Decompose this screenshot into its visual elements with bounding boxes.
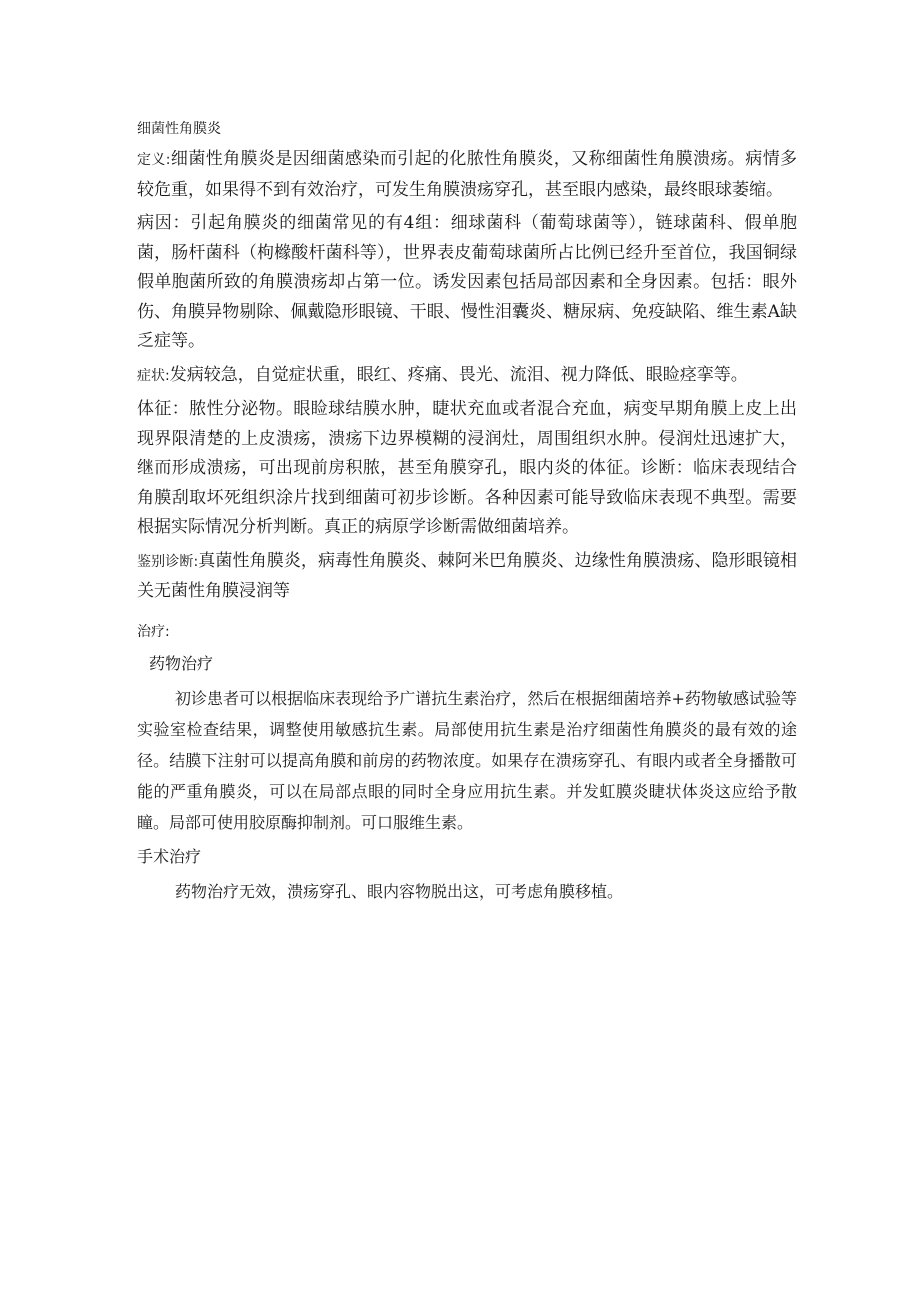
drug-therapy-text: 初诊患者可以根据临床表现给予广谱抗生素治疗，然后在根据细菌培养+药物敏感试验等实验室检查结果，调整使用敏感抗生素。局部使用抗生素是治疗细菌性角膜炎的最有效的途径。结膜下注射可以提高角膜和前房的药物浓度。如果存在溃疡穿孔、有眼内或者全身播散可能的严重角膜炎，可以在局部点眼的同时全身应用抗生素。并发虹膜炎睫状体炎这应给予散瞳。局部可使用胶原酶抑制剂。可口服维生素。 bbox=[137, 688, 797, 832]
differential-text: 真菌性角膜炎，病毒性角膜炎、棘阿米巴角膜炎、边缘性角膜溃疡、隐形眼镜相关无菌性角膜浸润等 bbox=[137, 550, 797, 601]
etiology-label: 病因： bbox=[137, 213, 191, 233]
document-title: 细菌性角膜炎 bbox=[137, 121, 221, 137]
definition-label: 定义: bbox=[137, 152, 171, 168]
document-content bbox=[137, 118, 797, 911]
definition-text: 细菌性角膜炎是因细菌感染而引起的化脓性角膜炎，又称细菌性角膜溃疡。病情多较危重，如果得不到有效治疗，可发生角膜溃疡穿孔，甚至眼内感染，最终眼球萎缩。 bbox=[137, 149, 798, 200]
symptoms-label: 症状: bbox=[137, 367, 170, 384]
symptoms-text: 发病较急，自觉症状重，眼红、疼痛、畏光、流泪、视力降低、眼睑痉挛等。 bbox=[169, 364, 748, 385]
surgery-heading: 手术治疗 bbox=[137, 846, 202, 866]
signs-section bbox=[137, 395, 797, 543]
definition-section bbox=[137, 145, 797, 205]
treatment-label: 治疗: bbox=[137, 623, 170, 640]
surgery-text: 药物治疗无效，溃疡穿孔、眼内容物脱出这，可考虑角膜移植。 bbox=[175, 881, 624, 901]
drug-therapy-heading: 药物治疗 bbox=[149, 653, 214, 673]
etiology-text: 引起角膜炎的细菌常见的有4组：细球菌科（葡萄球菌等），链球菌科、假单胞菌，肠杆菌科（枸橼酸杆菌科等），世界表皮葡萄球菌所占比例已经升至首位，我国铜绿假单胞菌所致的角膜溃疡却占第一位。诱发因素包括局部因素和全身因素。包括：眼外伤、角膜异物剔除、佩戴隐形眼镜、干眼、慢性泪囊炎、糖尿病、免疫缺陷、维生素A缺乏症等。 bbox=[137, 213, 797, 351]
differential-section bbox=[137, 547, 797, 607]
symptoms-section bbox=[137, 361, 797, 392]
signs-label: 体征： bbox=[137, 399, 190, 419]
signs-text: 脓性分泌物。眼睑球结膜水肿，睫状充血或者混合充血，病变早期角膜上皮上出现界限清楚的上皮溃疡，溃疡下边界模糊的浸润灶，周围组织水肿。侵润灶迅速扩大，继而形成溃疡，可出现前房积脓，甚至角膜穿孔，眼内炎的体征。诊断：临床表现结合角膜刮取坏死组织涂片找到细菌可初步诊断。各种因素可能导致临床表现不典型。需要根据实际情况分析判断。真正的病原学诊断需做细菌培养。 bbox=[137, 399, 798, 537]
differential-label: 鉴别诊断: bbox=[137, 553, 199, 570]
etiology-section bbox=[137, 209, 797, 357]
